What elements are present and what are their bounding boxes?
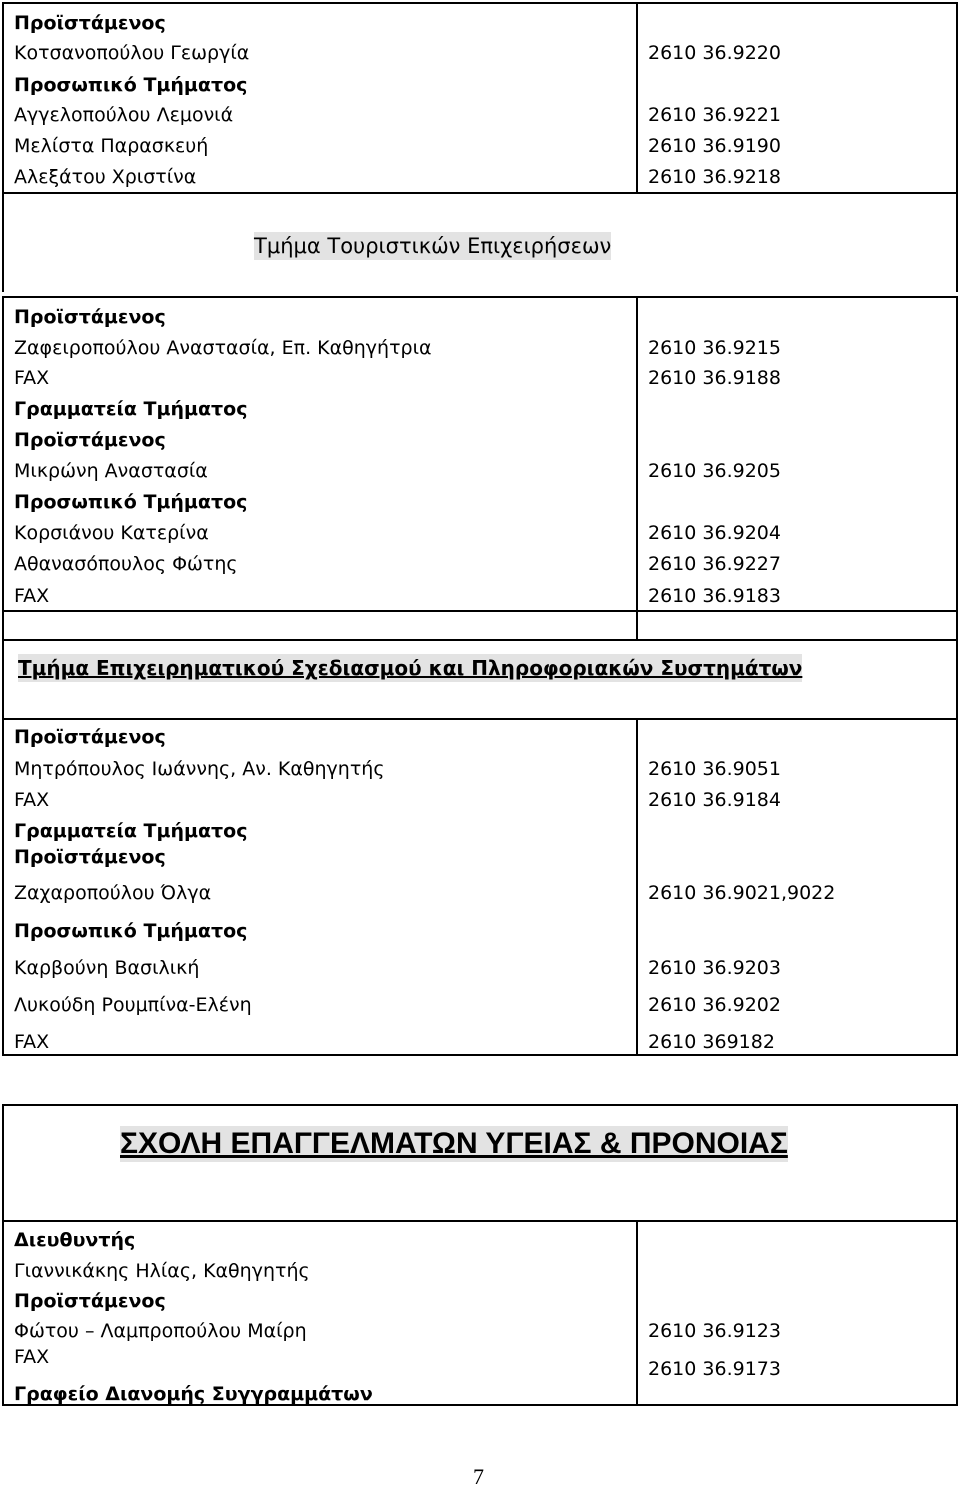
- staff-phone: 2610 36.9021,9022: [648, 882, 836, 904]
- staff-name: Λυκούδη Ρουμπίνα-Ελένη: [14, 994, 252, 1016]
- staff-phone: 2610 36.9215: [648, 337, 781, 359]
- role-label: Προϊστάμενος: [14, 726, 166, 748]
- fax-number: 2610 36.9184: [648, 789, 781, 811]
- role-label: Προϊστάμενος: [14, 306, 166, 328]
- role-label: Διευθυντής: [14, 1229, 136, 1251]
- fax-label: FAX: [14, 585, 50, 607]
- staff-phone: 2610 36.9123: [648, 1320, 781, 1342]
- staff-phone: 2610 36.9202: [648, 994, 781, 1016]
- staff-name: Γιαννικάκης Ηλίας, Καθηγητής: [14, 1260, 310, 1282]
- fax-label: FAX: [14, 1031, 50, 1053]
- role-label: Προϊστάμενος: [14, 429, 166, 451]
- staff-name: Κορσιάνου Κατερίνα: [14, 522, 209, 544]
- staff-name: Μητρόπουλος Ιωάννης, Αν. Καθηγητής: [14, 758, 385, 780]
- staff-phone: 2610 36.9051: [648, 758, 781, 780]
- staff-name: Ζαφειροπούλου Αναστασία, Επ. Καθηγήτρια: [14, 337, 432, 359]
- staff-name: Αγγελοπούλου Λεμονιά: [14, 104, 234, 126]
- staff-name: Φώτου – Λαμπροπούλου Μαίρη: [14, 1320, 307, 1342]
- staff-name: Ζαχαροπούλου Όλγα: [14, 882, 212, 904]
- staff-name: Αθανασόπουλος Φώτης: [14, 553, 238, 575]
- staff-name: Μελίστα Παρασκευή: [14, 135, 209, 157]
- fax-label: FAX: [14, 1346, 50, 1368]
- staff-phone: 2610 36.9203: [648, 957, 781, 979]
- role-label: Προϊστάμενος: [14, 12, 166, 34]
- fax-number: 2610 36.9188: [648, 367, 781, 389]
- staff-phone: 2610 36.9218: [648, 166, 781, 188]
- fax-label: FAX: [14, 367, 50, 389]
- staff-name: Αλεξάτου Χριστίνα: [14, 166, 197, 188]
- staff-phone: 2610 36.9227: [648, 553, 781, 575]
- fax-number: 2610 369182: [648, 1031, 775, 1053]
- page-number: 7: [473, 1464, 484, 1489]
- staff-phone: 2610 36.9205: [648, 460, 781, 482]
- staff-phone: 2610 36.9220: [648, 42, 781, 64]
- role-label: Γραμματεία Τμήματος: [14, 820, 248, 842]
- role-label: Γραφείο Διανομής Συγγραμμάτων: [14, 1383, 373, 1405]
- staff-name: Κοτσανοπούλου Γεωργία: [14, 42, 250, 64]
- section-title: Τμήμα Επιχειρηματικού Σχεδιασμού και Πληροφοριακών Συστημάτων: [18, 656, 803, 680]
- role-label: Προσωπικό Τμήματος: [14, 491, 248, 513]
- school-title: ΣΧΟΛΗ ΕΠΑΓΓΕΛΜΑΤΩΝ ΥΓΕΙΑΣ & ΠΡΟΝΟΙΑΣ: [120, 1127, 788, 1160]
- section-title: Τμήμα Τουριστικών Επιχειρήσεων: [254, 234, 612, 258]
- fax-label: FAX: [14, 789, 50, 811]
- role-label: Προσωπικό Τμήματος: [14, 74, 248, 96]
- staff-name: Καρβούνη Βασιλική: [14, 957, 200, 979]
- role-label: Γραμματεία Τμήματος: [14, 398, 248, 420]
- role-label: Προϊστάμενος: [14, 846, 166, 868]
- staff-name: Μικρώνη Αναστασία: [14, 460, 208, 482]
- staff-phone: 2610 36.9221: [648, 104, 781, 126]
- fax-number: 2610 36.9173: [648, 1358, 781, 1380]
- fax-number: 2610 36.9183: [648, 585, 781, 607]
- staff-phone: 2610 36.9204: [648, 522, 781, 544]
- role-label: Προϊστάμενος: [14, 1290, 166, 1312]
- role-label: Προσωπικό Τμήματος: [14, 920, 248, 942]
- staff-phone: 2610 36.9190: [648, 135, 781, 157]
